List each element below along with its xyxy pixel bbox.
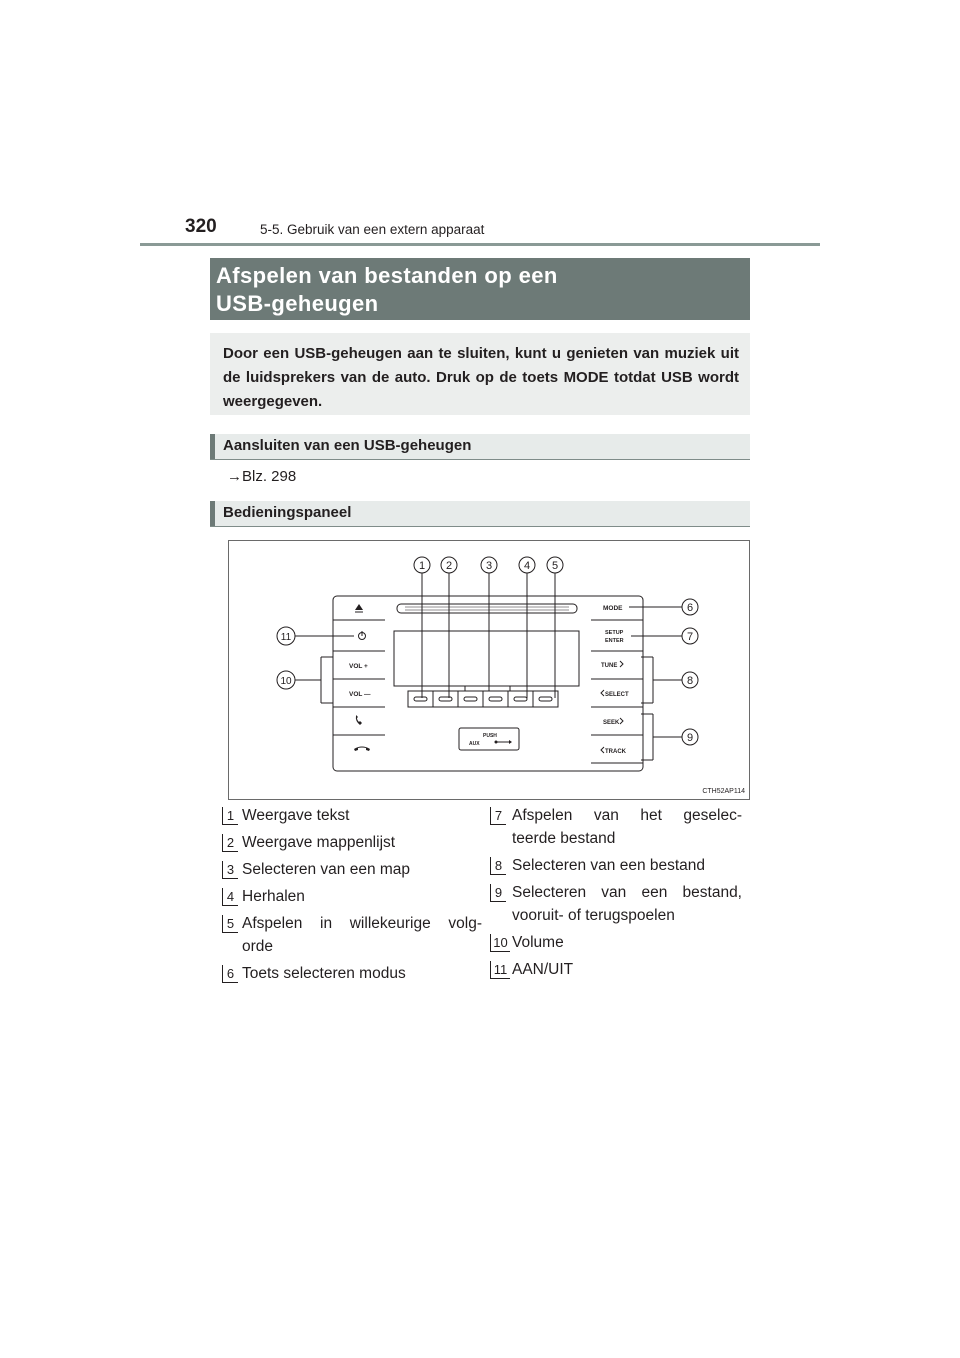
callout-5: 5 bbox=[551, 560, 559, 572]
callout-1: 1 bbox=[418, 560, 426, 572]
push-label: PUSH bbox=[483, 733, 497, 739]
seek-label: SEEK bbox=[603, 720, 620, 726]
figure-code: CTH52AP114 bbox=[702, 788, 745, 795]
usb-icon bbox=[495, 740, 513, 744]
power-icon bbox=[359, 631, 366, 640]
panel-heading: Bedieningspaneel bbox=[210, 501, 750, 527]
list-text: Herhalen bbox=[242, 888, 305, 905]
callout-4: 4 bbox=[523, 560, 531, 572]
page-reference-link[interactable]: →Blz. 298 bbox=[227, 468, 297, 485]
track-label: TRACK bbox=[605, 749, 626, 755]
list-text: Selecteren van een bestand bbox=[512, 857, 706, 874]
enter-label: ENTER bbox=[605, 638, 624, 644]
list-text: Afspelen in willekeurige volg- bbox=[242, 915, 482, 932]
vol-minus-label: VOL — bbox=[349, 691, 371, 698]
callout-3: 3 bbox=[485, 560, 493, 572]
usb-aux-port bbox=[459, 728, 519, 750]
header-divider bbox=[140, 243, 820, 246]
callout-7: 7 bbox=[686, 631, 694, 643]
callout-6: 6 bbox=[686, 602, 694, 614]
vol-plus-label: VOL + bbox=[349, 663, 368, 670]
list-text-continued: vooruit- of terugspoelen bbox=[512, 907, 675, 924]
cd-slot bbox=[397, 604, 577, 613]
list-text: Volume bbox=[512, 934, 564, 951]
seek-chevron-icon bbox=[620, 718, 623, 724]
phone-hangup-icon bbox=[354, 747, 370, 752]
page-title-line-2: USB-geheugen bbox=[216, 291, 379, 316]
list-number: 11 bbox=[490, 961, 510, 979]
callout-9: 9 bbox=[686, 732, 694, 744]
list-text: AAN/UIT bbox=[512, 961, 574, 978]
list-number: 2 bbox=[222, 834, 238, 852]
page-number: 320 bbox=[185, 216, 217, 237]
connect-heading: Aansluiten van een USB-geheugen bbox=[210, 434, 750, 460]
aux-label: AUX bbox=[469, 741, 480, 747]
tune-label: TUNE bbox=[601, 663, 618, 669]
list-number: 8 bbox=[490, 857, 506, 875]
setup-label: SETUP bbox=[605, 630, 624, 636]
tune-chevron-icon bbox=[620, 661, 623, 667]
list-number: 7 bbox=[490, 807, 506, 825]
section-header: 5-5. Gebruik van een extern apparaat bbox=[260, 222, 485, 237]
intro-text: Door een USB-geheugen aan te sluiten, kunt u genieten van muziek uit de luidsprekers van de auto. Druk op de toets MODE totdat USB wordt weergegeven. bbox=[210, 333, 750, 415]
list-number: 4 bbox=[222, 888, 238, 906]
list-text-continued: teerde bestand bbox=[512, 830, 616, 847]
eject-icon bbox=[355, 604, 363, 612]
page-title bbox=[210, 258, 750, 320]
control-panel-figure bbox=[228, 540, 750, 800]
list-number: 6 bbox=[222, 965, 238, 983]
callout-8: 8 bbox=[686, 675, 694, 687]
list-text: Toets selecteren modus bbox=[242, 965, 406, 982]
list-number: 1 bbox=[222, 807, 238, 825]
control-panel-illustration bbox=[229, 541, 749, 799]
callout-10: 10 bbox=[280, 676, 292, 687]
list-number: 10 bbox=[490, 934, 510, 952]
list-text: Weergave tekst bbox=[242, 807, 350, 824]
phone-call-icon bbox=[356, 715, 362, 725]
list-number: 3 bbox=[222, 861, 238, 879]
mode-label: MODE bbox=[603, 605, 623, 612]
list-text: Selecteren van een bestand, bbox=[512, 884, 742, 901]
list-text: Weergave mappenlijst bbox=[242, 834, 396, 851]
head-unit-outline bbox=[333, 596, 643, 771]
bottom-button-row bbox=[408, 686, 558, 707]
page-title-line-1: Afspelen van bestanden op een bbox=[216, 263, 558, 288]
list-text: Selecteren van een map bbox=[242, 861, 411, 878]
select-label: SELECT bbox=[605, 692, 629, 698]
track-chevron-icon bbox=[601, 747, 604, 753]
callout-2: 2 bbox=[445, 560, 453, 572]
list-text: Afspelen van het geselec- bbox=[512, 807, 742, 824]
callout-11: 11 bbox=[280, 632, 292, 643]
list-number: 9 bbox=[490, 884, 506, 902]
list-text-continued: orde bbox=[242, 938, 274, 955]
select-chevron-icon bbox=[601, 690, 604, 696]
list-number: 5 bbox=[222, 915, 238, 933]
